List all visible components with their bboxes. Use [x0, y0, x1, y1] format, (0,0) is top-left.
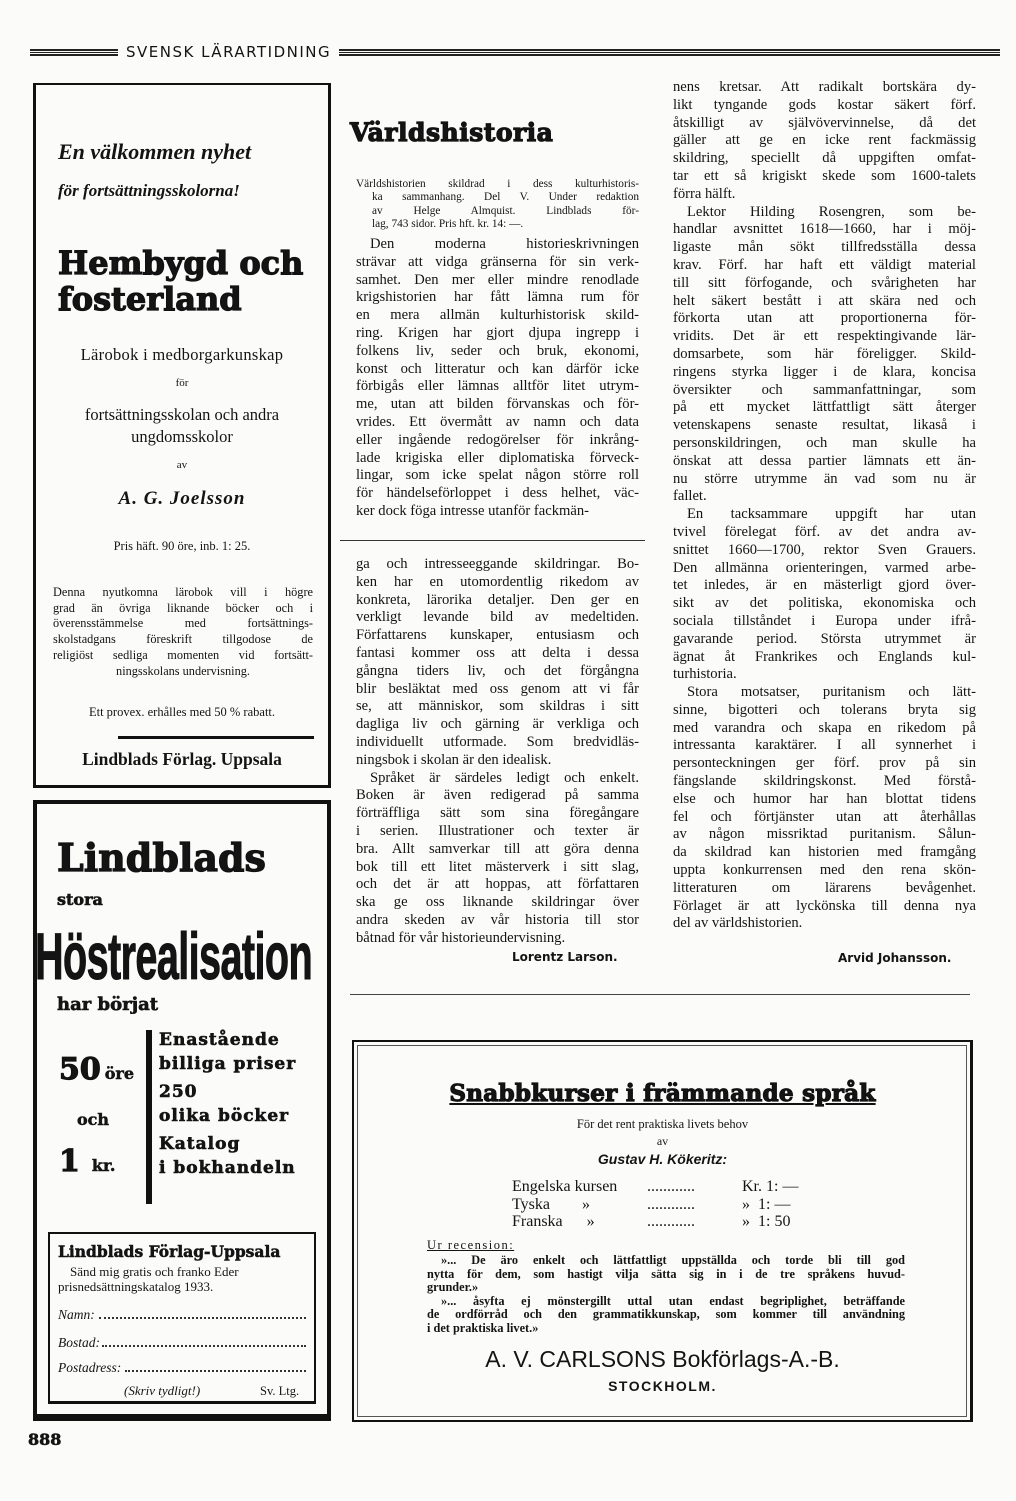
column-divider	[340, 540, 645, 541]
course-name: Tyska »	[512, 1195, 590, 1213]
text-line: se, att människor, som skildras i sitt	[356, 698, 639, 715]
quote-line: »... De äro enkelt och lättfattligt uppställda och torde bli till god	[441, 1253, 905, 1267]
book-subtitle: Lärobok i medborgarkunskap	[80, 345, 284, 364]
order-coupon	[48, 1232, 316, 1404]
text-line: del av världshistorien.	[673, 915, 803, 932]
ad-publisher: A. V. CARLSONS Bokförlags-A.-B.	[485, 1346, 840, 1372]
text-line: ska ge oss liknande skildringar över	[356, 894, 639, 911]
by-label: av	[656, 1134, 669, 1148]
address-label: Bostad:	[58, 1335, 100, 1350]
reviewer-signature-2: Arvid Johansson.	[838, 951, 952, 965]
running-header	[30, 42, 1000, 62]
course-row	[512, 1178, 798, 1196]
text-line: helt säkert bestått i att skära ned och	[673, 292, 976, 309]
text-line: gångna tiders liv, och det förgångna	[356, 662, 639, 679]
text-line: litteraturen om lärarens bevågenhet.	[673, 879, 976, 896]
text-line: snittet 1660—1700, rektor Sven Grauers.	[673, 541, 976, 558]
text-line: handlar avsnittet 1618—1660, har i möj-	[673, 221, 976, 238]
price-1-kr	[59, 1144, 116, 1185]
text-line: förkorta utan att proportionerna för-	[673, 310, 976, 327]
description-line: ningsskolans undervisning.	[116, 663, 250, 678]
text-line: andra skeden av vår historia till stor	[356, 911, 639, 928]
coupon-title: Lindblads Förlag-Uppsala	[58, 1242, 281, 1261]
divider	[118, 736, 314, 739]
text-line: konst och litteratur och kan därför icke	[356, 360, 639, 377]
price-unit: öre	[104, 1064, 135, 1083]
text-line: gäller att ge en icke rent fackmässig	[673, 132, 976, 149]
course-dots: ............	[647, 1178, 695, 1195]
text-line: sikt av det politiska, ekonomiska och	[673, 595, 976, 612]
text-line: förbigås eller lämnas alltför litet utrym-	[356, 378, 639, 395]
text-line: vridits. Det är ett respektingivande lär-	[673, 328, 976, 345]
text-line: folkens liv, seder och bruk, ekonomi,	[356, 342, 639, 359]
ad-hostrealisation	[33, 800, 331, 1420]
feature-line: billiga priser	[159, 1054, 297, 1074]
text-line: båtnad för vår historieundervisning.	[356, 929, 566, 946]
ad-publisher: Lindblads Förlag. Uppsala	[82, 749, 282, 769]
quote-line: de ordförråd och den grammatikkunskap, som kommer till användning	[427, 1307, 905, 1322]
coupon-text-line2: prisnedsättningskatalog 1933.	[58, 1279, 214, 1294]
text-line: Förlaget är att lyckönska till denna nya	[673, 897, 976, 914]
text-line: ker dock föga intresse utanför fackmän-	[356, 502, 589, 519]
text-line: på ett mycket lättfattligt sätt återger	[673, 399, 976, 416]
review-quotes	[427, 1254, 905, 1336]
text-line: fel och förtjänster utan att återhållas	[673, 808, 976, 825]
quote-line: grunder.»	[427, 1280, 479, 1295]
by-label: av	[176, 459, 188, 471]
text-line: Stora motsatser, puritanism och lätt-	[687, 684, 976, 701]
review-column-1-top	[356, 236, 639, 521]
book-description	[53, 585, 313, 679]
text-line: personskildringen, och man skulle ha	[673, 434, 976, 451]
text-line: Boken är även redigerad på samma	[356, 787, 639, 804]
text-line: vetenskapens senaste resultat, likaså i	[673, 417, 976, 434]
ad-headline: Höstrealisation	[35, 919, 313, 993]
ad-subtitle: För det rent praktiska livets behov	[576, 1117, 749, 1131]
coupon-text-line1: Sänd mig gratis och franko Eder	[70, 1264, 239, 1279]
text-line: Språket är särdeles ledigt och enkelt.	[370, 769, 639, 786]
text-line: sociala tillståndet i Europa under ifrå-	[673, 612, 976, 629]
description-line: skolstadgans föreskrift tillgodose de	[53, 632, 313, 647]
citation-line: Världshistorien skildrad i dess kulturhistoris-	[356, 178, 639, 190]
text-line: ligaste mån sökt tillfredsställa dessa	[673, 239, 976, 256]
ad-stora: stora	[57, 890, 103, 909]
quote-line: i det praktiska livet.»	[427, 1320, 539, 1335]
text-line: En tacksammare uppgift har utan	[687, 506, 976, 523]
course-dots: ............	[647, 1213, 695, 1230]
text-line: ring. Krigen har gjort djupa ingrepp i	[356, 324, 639, 341]
feature-line: Katalog	[159, 1134, 241, 1154]
text-line: bok till ett litet mästerverk i sitt slag,	[356, 858, 639, 875]
text-line: ringens styrka ligger i de klara, koncisa	[673, 363, 976, 380]
text-line: domsarbete, som här föreligger. Skild-	[673, 345, 976, 362]
text-line: blir besläktat med oss genom att vi får	[356, 680, 639, 697]
text-line: likt tyngande gods kostar säkert förf.	[673, 96, 976, 113]
course-price-list	[512, 1178, 798, 1231]
text-line: me, utan att bilden förvanskas och för-	[356, 396, 639, 413]
text-line: Den moderna historieskrivningen	[370, 236, 639, 252]
text-line: av någon missriktad puritanism. Sålun-	[673, 826, 976, 843]
ad-hembygd-och-fosterland	[33, 83, 331, 788]
audience-line2: ungdomsskolor	[131, 427, 233, 446]
reviewer-signature-1: Lorentz Larson.	[512, 950, 618, 964]
text-line: tar ett så krigiskt skede som 1600-talets	[673, 167, 976, 184]
text-line: tet inledes, är en mästerligt gjord över-	[673, 577, 976, 594]
ad-snabbkurser	[352, 1040, 973, 1422]
text-line: ken har en utomordentlig rikedom av	[356, 573, 639, 590]
citation-line: lag, 743 sidor. Pris hft. kr. 14: —.	[372, 218, 524, 231]
text-line: förträffliga sätt som sina föregångare	[356, 805, 639, 822]
text-line: lingar, som icke spelat någon större roll	[356, 467, 639, 484]
course-price: » 1: —	[742, 1195, 791, 1213]
book-title-line2: fosterland	[58, 280, 242, 318]
text-line: översikter och sammanfattningar, som	[673, 381, 976, 398]
description-line: Denna nyutkomna lärobok vill i högre	[53, 585, 313, 599]
ad-subintro: för fortsättningsskolorna!	[58, 181, 240, 200]
price-unit: kr.	[91, 1156, 116, 1175]
ad-started: har börjat	[57, 994, 159, 1015]
course-dots: ............	[647, 1195, 695, 1213]
text-line: tvivel förelegat förf. av det andra av-	[673, 523, 976, 540]
text-line: verkligt levande bild av medeltiden.	[356, 609, 639, 626]
book-title-line1: Hembygd och	[58, 244, 304, 282]
text-line: vrides. Ett övermått av namn och data	[356, 413, 639, 430]
text-line: strävar att vidga gränserna för sin verk-	[356, 253, 639, 270]
text-line: bra. Allt samverkar till att göra denna	[356, 840, 639, 857]
name-field[interactable]	[58, 1307, 306, 1323]
text-line: till sitt förfogande, och svårigheten har	[673, 274, 976, 291]
text-line: eller ingående redogörelser för inkrång-	[356, 431, 639, 448]
text-line: krav. Förf. har haft ett väldigt material	[673, 256, 976, 273]
text-line: ägnat åt Frankrikes och Englands kul-	[673, 648, 976, 665]
course-price: » 1: 50	[742, 1213, 791, 1230]
feature-line: olika böcker	[159, 1106, 290, 1126]
text-line: personteckningen ger förf. prov på sin	[673, 755, 976, 772]
course-name: Engelska kursen	[512, 1178, 618, 1195]
text-line: individuellt utformade. Som bredvidläs-	[356, 733, 639, 750]
feature-line: Enastående	[159, 1030, 280, 1050]
text-line: Författarens kunskaper, entusiasm och	[356, 627, 639, 644]
feature-line: i bokhandeln	[159, 1158, 296, 1178]
name-label: Namn:	[58, 1307, 95, 1322]
book-citation	[356, 178, 639, 232]
text-line: konkreta, lärorika detaljer. Den ger en	[356, 591, 639, 608]
text-line: intressanta karaktärer. I all synnerhet i	[673, 737, 976, 754]
description-line: religiöst sedliga momenten vid fortsätt-	[53, 647, 313, 662]
address-field[interactable]	[58, 1335, 306, 1351]
ad-author: Gustav H. Kökeritz:	[597, 1151, 728, 1167]
text-line: åtskilligt av självövervinnelse, då det	[673, 114, 976, 131]
bottom-rule	[33, 1414, 331, 1421]
ad-intro: En välkommen nyhet	[58, 139, 252, 164]
ad-brand: Lindblads	[57, 835, 266, 880]
for-label: för	[175, 377, 189, 389]
description-line: grad än övriga liknande böcker och i	[53, 600, 313, 615]
text-line: lade krigiska eller diplomatiska förveck-	[356, 449, 639, 466]
postal-address-field[interactable]	[58, 1360, 306, 1376]
text-line: nens kretsar. Att radikalt bortskära dy-	[673, 79, 976, 95]
book-price: Pris häft. 90 öre, inb. 1: 25.	[113, 539, 251, 553]
text-line: sinne, bigotteri och tolerans bryta sig	[673, 701, 976, 718]
article-title: Världshistoria	[350, 118, 554, 147]
price-50-ore	[59, 1052, 134, 1093]
price-value: 50	[59, 1052, 101, 1087]
feature-list	[159, 1028, 296, 1180]
text-line: och det är att hoppas, att författaren	[356, 876, 639, 893]
ad-city: STOCKHOLM.	[608, 1378, 717, 1394]
text-line: skildring, speciellt då uppgiften omfat-	[673, 150, 976, 167]
quote-line: nytta för dem, som hastigt vilja sätta sig in i de tre språkens huvud-	[427, 1266, 905, 1281]
citation-line: ka sammanhang. Del V. Under redaktion	[372, 191, 639, 204]
text-line: turhistoria.	[673, 666, 737, 683]
course-row	[512, 1196, 798, 1214]
text-line: ningsbok i skolan är den idealisk.	[356, 751, 552, 768]
description-line: överensstämmelse med fortsättnings-	[53, 616, 313, 631]
audience-line1: fortsättningsskolan och andra	[84, 405, 280, 424]
text-line: dagliga liv och gärning är verkliga och	[356, 716, 639, 733]
text-line: med varandra och skapa en rikedom på	[673, 719, 976, 736]
ad-title: Snabbkurser i främmande språk	[449, 1080, 876, 1107]
book-author: A. G. Joelsson	[118, 488, 246, 509]
text-line: önskat att dessa partier lämnats ett än-	[673, 452, 976, 469]
text-line: Den allmänna orienteringen, varmed arbe-	[673, 559, 976, 576]
text-line: samhet. Den mer eller mindre renodlade	[356, 271, 639, 288]
text-line: Lektor Hilding Rosengren, som be-	[687, 203, 976, 220]
quote-line: »... åsyfta ej mönstergillt uttal utan endast begriplighet, beträffande	[441, 1293, 905, 1308]
coupon-note: (Skriv tydligt!)	[124, 1383, 201, 1398]
text-line: krigshistorien har fått lämna rum för	[356, 289, 639, 306]
och-label: och	[77, 1110, 110, 1129]
text-line: uppta konkurrensen med den rena skön-	[673, 862, 976, 879]
course-price: Kr. 1: —	[742, 1178, 799, 1195]
feature-line: 250	[159, 1082, 198, 1102]
course-name: Franska »	[512, 1213, 595, 1230]
text-line: ga och intresseeggande skildringar. Bo-	[356, 556, 639, 572]
price-value: 1	[59, 1144, 80, 1179]
section-divider	[350, 994, 970, 995]
citation-line: av Helge Almquist. Lindblads för-	[372, 204, 639, 217]
text-line: förra hälft.	[673, 185, 736, 202]
text-line: nu större utrymme än vad som nu är	[673, 470, 976, 487]
page-number: 888	[28, 1430, 62, 1449]
text-line: för händelseförloppet i dess helhet, väc-	[356, 485, 639, 502]
text-line: fängslande skildringskonst. Med förstå-	[673, 773, 976, 790]
text-line: fantasi kommer oss att delta i dessa	[356, 644, 639, 661]
text-line: gavarande period. Största utrymmet är	[673, 630, 976, 647]
review-label: Ur recension:	[427, 1238, 515, 1252]
journal-title: SVENSK LÄRARTIDNING	[126, 43, 332, 61]
coupon-code: Sv. Ltg.	[260, 1384, 300, 1398]
review-column-1-bottom	[356, 556, 639, 948]
text-line: en mera allmän kulturhistorisk skild-	[356, 307, 639, 324]
course-row	[512, 1213, 798, 1231]
postal-label: Postadress:	[58, 1360, 122, 1375]
header-rule-left	[30, 49, 118, 56]
text-line: fallet.	[673, 488, 707, 505]
text-line: else och humor har han blottat tidens	[673, 790, 976, 807]
text-line: da skildrad kan historien med framgång	[673, 844, 976, 861]
divider-vertical	[146, 1030, 152, 1204]
header-rule-right	[339, 49, 1000, 56]
text-line: i serien. Illustrationer och texter är	[356, 822, 639, 839]
review-column-2	[673, 79, 976, 933]
offer-text: Ett provex. erhålles med 50 % rabatt.	[88, 705, 276, 719]
